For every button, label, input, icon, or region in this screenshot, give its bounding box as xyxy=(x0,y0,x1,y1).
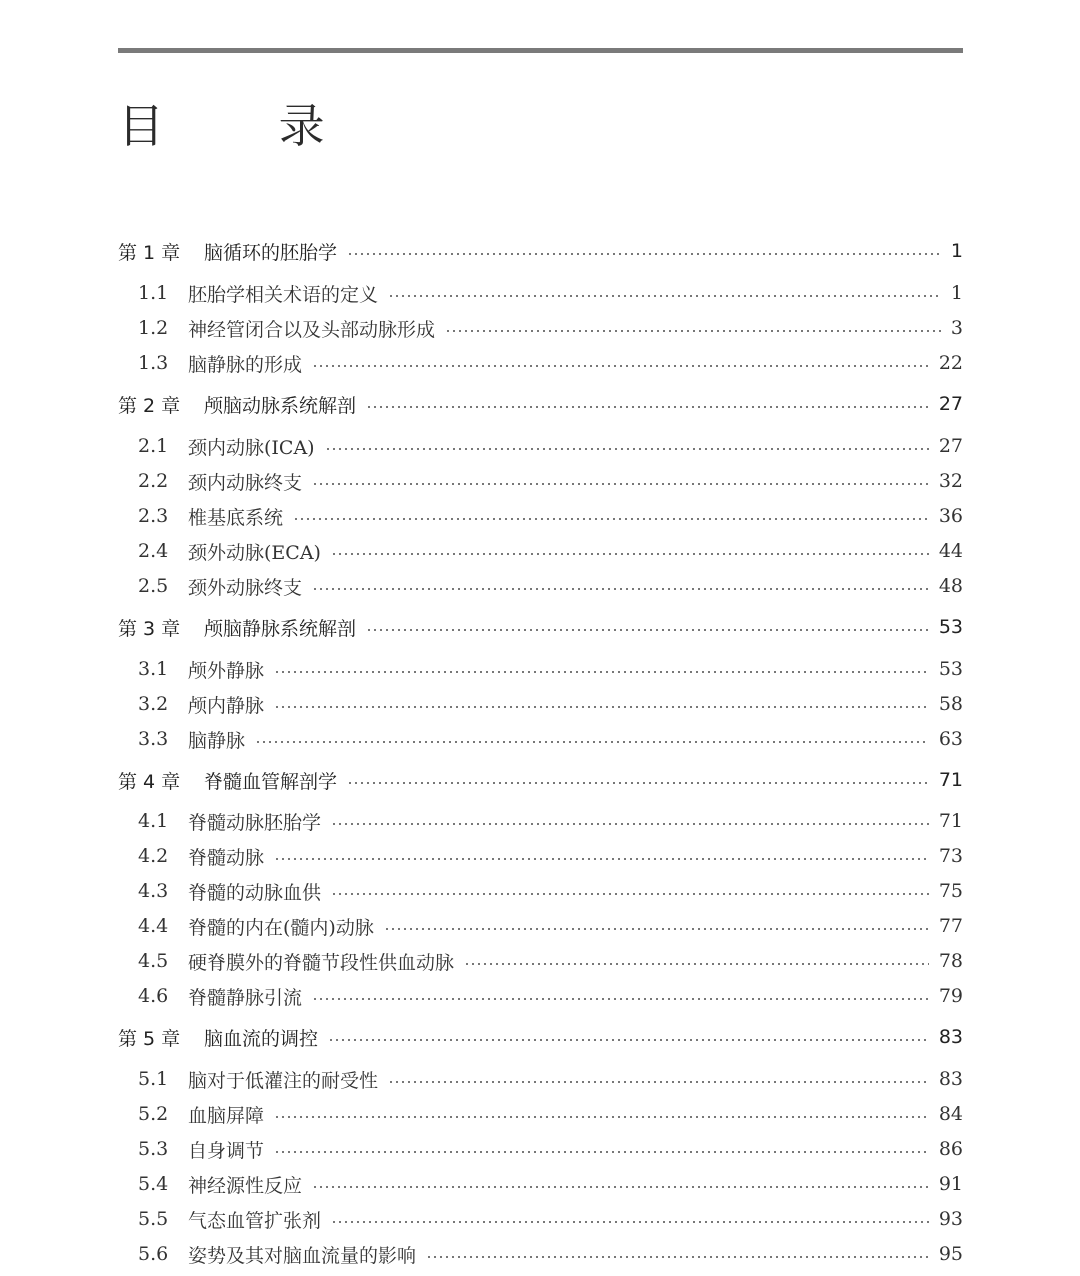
section-number: 4.4 xyxy=(138,915,169,937)
page-number: 83 xyxy=(938,1068,963,1090)
toc-section-row[interactable] xyxy=(138,348,963,378)
chapter-number: 第 2 章 xyxy=(118,394,181,417)
toc-section-row[interactable] xyxy=(138,536,963,566)
toc-section-row[interactable] xyxy=(138,501,963,531)
section-number: 1.2 xyxy=(138,317,169,339)
section-title: 颈外动脉(ECA) xyxy=(188,541,321,564)
toc-section-row[interactable] xyxy=(138,313,963,343)
chapter-title: 脑循环的胚胎学 xyxy=(204,241,338,264)
dot-leader xyxy=(274,671,929,673)
page-number: 79 xyxy=(938,985,963,1007)
section-title: 神经管闭合以及头部动脉形成 xyxy=(188,318,436,341)
section-number: 5.2 xyxy=(138,1103,169,1125)
section-title: 气态血管扩张剂 xyxy=(188,1209,322,1232)
dot-leader xyxy=(331,823,929,825)
page-number: 86 xyxy=(938,1138,963,1160)
toc-section-row[interactable] xyxy=(138,911,963,941)
page-number: 71 xyxy=(938,769,963,791)
section-title: 自身调节 xyxy=(188,1139,265,1162)
page-number: 78 xyxy=(938,950,963,972)
section-title: 脑对于低灌注的耐受性 xyxy=(188,1069,379,1092)
toc-chapter-row[interactable] xyxy=(118,389,963,419)
toc-section-row[interactable] xyxy=(138,1204,963,1234)
section-title: 血脑屏障 xyxy=(188,1104,265,1127)
page-number: 22 xyxy=(938,352,963,374)
toc-section-row[interactable] xyxy=(138,278,963,308)
section-title: 颅内静脉 xyxy=(188,694,265,717)
toc-section-row[interactable] xyxy=(138,689,963,719)
section-number: 3.3 xyxy=(138,728,169,750)
toc-section-row[interactable] xyxy=(138,806,963,836)
dot-leader xyxy=(328,1039,929,1041)
toc-section-row[interactable] xyxy=(138,876,963,906)
toc-section-row[interactable] xyxy=(138,946,963,976)
toc-section-row[interactable] xyxy=(138,466,963,496)
section-title: 脑静脉 xyxy=(188,729,246,752)
section-number: 2.5 xyxy=(138,575,169,597)
dot-leader xyxy=(366,406,929,408)
section-number: 4.5 xyxy=(138,950,169,972)
toc-section-row[interactable] xyxy=(138,841,963,871)
dot-leader xyxy=(312,588,929,590)
section-number: 5.5 xyxy=(138,1208,169,1230)
dot-leader xyxy=(293,518,929,520)
toc-section-row[interactable] xyxy=(138,981,963,1011)
dot-leader xyxy=(366,629,929,631)
page-number: 3 xyxy=(950,317,963,339)
page-number: 27 xyxy=(938,435,963,457)
toc-chapter-row[interactable] xyxy=(118,765,963,795)
page-title: 目 录 xyxy=(118,99,375,153)
toc-chapter-row[interactable] xyxy=(118,236,963,266)
section-title: 硬脊膜外的脊髓节段性供血动脉 xyxy=(188,951,455,974)
section-number: 4.6 xyxy=(138,985,169,1007)
section-title: 脑静脉的形成 xyxy=(188,353,303,376)
section-title: 神经源性反应 xyxy=(188,1174,303,1197)
page-number: 58 xyxy=(938,693,963,715)
page-number: 75 xyxy=(938,880,963,902)
page-number: 48 xyxy=(938,575,963,597)
chapter-number: 第 3 章 xyxy=(118,617,181,640)
dot-leader xyxy=(464,963,929,965)
section-title: 颈内动脉终支 xyxy=(188,471,303,494)
page-number: 71 xyxy=(938,810,963,832)
section-number: 4.2 xyxy=(138,845,169,867)
section-number: 5.3 xyxy=(138,1138,169,1160)
section-number: 4.3 xyxy=(138,880,169,902)
chapter-number: 第 5 章 xyxy=(118,1027,181,1050)
dot-leader xyxy=(312,483,929,485)
section-title: 脊髓动脉胚胎学 xyxy=(188,811,322,834)
dot-leader xyxy=(274,706,929,708)
dot-leader xyxy=(274,1116,929,1118)
toc-section-row[interactable] xyxy=(138,724,963,754)
section-number: 1.3 xyxy=(138,352,169,374)
toc-section-row[interactable] xyxy=(138,431,963,461)
chapter-number: 第 1 章 xyxy=(118,241,181,264)
toc-chapter-row[interactable] xyxy=(118,1022,963,1052)
section-title: 椎基底系统 xyxy=(188,506,284,529)
page-number: 84 xyxy=(938,1103,963,1125)
page-number: 91 xyxy=(938,1173,963,1195)
dot-leader xyxy=(331,553,929,555)
dot-leader xyxy=(384,928,929,930)
dot-leader xyxy=(347,782,929,784)
section-number: 2.4 xyxy=(138,540,169,562)
section-title: 脊髓的内在(髓内)动脉 xyxy=(188,916,374,939)
toc-section-row[interactable] xyxy=(138,1239,963,1269)
page-number: 63 xyxy=(938,728,963,750)
dot-leader xyxy=(331,1221,929,1223)
toc-section-row[interactable] xyxy=(138,1064,963,1094)
page-number: 1 xyxy=(950,282,963,304)
section-number: 1.1 xyxy=(138,282,169,304)
chapter-title: 脊髓血管解剖学 xyxy=(204,770,338,793)
dot-leader xyxy=(312,998,929,1000)
section-number: 5.1 xyxy=(138,1068,169,1090)
dot-leader xyxy=(274,858,929,860)
section-number: 5.6 xyxy=(138,1243,169,1265)
section-number: 5.4 xyxy=(138,1173,169,1195)
chapter-title: 颅脑静脉系统解剖 xyxy=(204,617,357,640)
page-number: 83 xyxy=(938,1026,963,1048)
dot-leader xyxy=(312,365,929,367)
page-number: 36 xyxy=(938,505,963,527)
toc-section-row[interactable] xyxy=(138,571,963,601)
section-number: 4.1 xyxy=(138,810,169,832)
section-title: 脊髓动脉 xyxy=(188,846,265,869)
section-title: 颈内动脉(ICA) xyxy=(188,436,315,459)
dot-leader xyxy=(255,741,929,743)
page-number: 53 xyxy=(938,616,963,638)
page-number: 77 xyxy=(938,915,963,937)
chapter-title: 颅脑动脉系统解剖 xyxy=(204,394,357,417)
page-number: 73 xyxy=(938,845,963,867)
section-number: 3.1 xyxy=(138,658,169,680)
dot-leader xyxy=(445,330,941,332)
dot-leader xyxy=(347,253,941,255)
dot-leader xyxy=(388,1081,929,1083)
dot-leader xyxy=(274,1151,929,1153)
section-title: 颅外静脉 xyxy=(188,659,265,682)
section-number: 2.2 xyxy=(138,470,169,492)
toc-section-row[interactable] xyxy=(138,1169,963,1199)
page-number: 27 xyxy=(938,393,963,415)
page-number: 95 xyxy=(938,1243,963,1265)
chapter-title: 脑血流的调控 xyxy=(204,1027,319,1050)
page-number: 93 xyxy=(938,1208,963,1230)
section-number: 2.3 xyxy=(138,505,169,527)
section-title: 胚胎学相关术语的定义 xyxy=(188,283,379,306)
toc-section-row[interactable] xyxy=(138,654,963,684)
chapter-number: 第 4 章 xyxy=(118,770,181,793)
dot-leader xyxy=(388,295,941,297)
section-title: 脊髓的动脉血供 xyxy=(188,881,322,904)
section-title: 脊髓静脉引流 xyxy=(188,986,303,1009)
section-title: 姿势及其对脑血流量的影响 xyxy=(188,1244,417,1267)
page-number: 53 xyxy=(938,658,963,680)
section-number: 2.1 xyxy=(138,435,169,457)
toc-chapter-row[interactable] xyxy=(118,612,963,642)
toc-section-row[interactable] xyxy=(138,1099,963,1129)
section-title: 颈外动脉终支 xyxy=(188,576,303,599)
dot-leader xyxy=(426,1256,929,1258)
dot-leader xyxy=(325,448,929,450)
dot-leader xyxy=(331,893,929,895)
page-number: 44 xyxy=(938,540,963,562)
toc-section-row[interactable] xyxy=(138,1134,963,1164)
dot-leader xyxy=(312,1186,929,1188)
page-number: 1 xyxy=(950,240,963,262)
section-number: 3.2 xyxy=(138,693,169,715)
page-number: 32 xyxy=(938,470,963,492)
